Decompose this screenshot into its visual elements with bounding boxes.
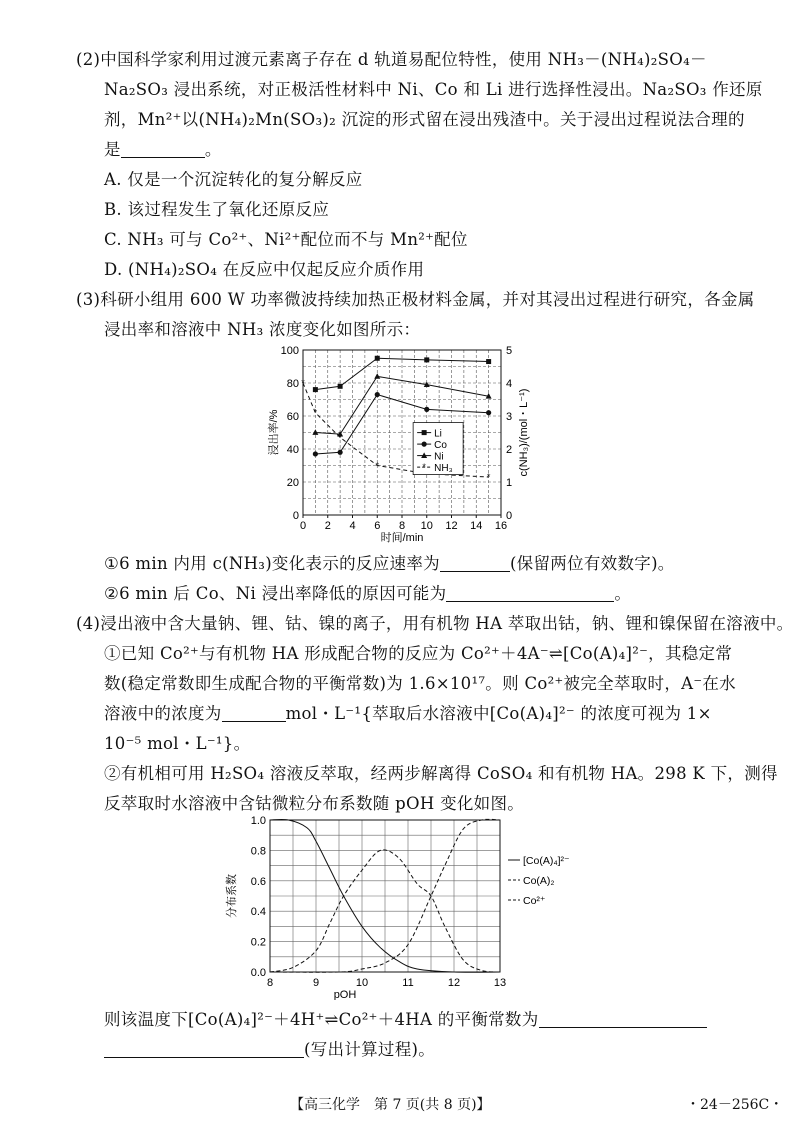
y-tick-label: 60	[286, 411, 299, 423]
data-point-Li	[424, 357, 429, 362]
distribution-coefficient-chart	[215, 810, 610, 1000]
answer-blank-q3-1[interactable]	[440, 553, 510, 572]
legend-label: Ni	[434, 451, 444, 463]
legend-marker: *	[422, 462, 426, 473]
x-tick-label: 8	[398, 520, 406, 532]
page-footer: 【高三化学 第 7 页(共 8 页)】	[290, 1097, 491, 1113]
y-tick-label: 0.4	[250, 906, 266, 919]
data-point-Li	[338, 384, 343, 389]
q4-line9	[104, 1038, 435, 1062]
legend-marker	[422, 430, 427, 435]
y-tick-label: 20	[286, 477, 299, 489]
x-tick-label: 12	[445, 520, 458, 532]
option-a: A. 仅是一个沉淀转化的复分解反应	[104, 170, 363, 189]
y-axis-label: 浸出率/%	[268, 409, 280, 456]
q4-line1: (4)浸出液中含大量钠、锂、钴、镍的离子，用有机物 HA 萃取出钴，钠、锂和镍保留在溶液中。	[76, 614, 794, 633]
data-point-NH₃: *	[338, 432, 342, 443]
data-point-Co	[313, 451, 318, 456]
data-point-Co	[486, 410, 491, 415]
leaching-rate-chart	[265, 338, 535, 548]
data-point-NH₃: *	[375, 460, 380, 471]
q4-line6: ②有机相可用 H₂SO₄ 溶液反萃取，经两步解离得 CoSO₄ 和有机物 HA。298 K 下，测得	[104, 764, 778, 783]
x-tick-label: 16	[494, 520, 508, 532]
x-tick-label: 4	[349, 520, 356, 532]
answer-blank-q3-2[interactable]	[446, 583, 614, 602]
x-tick-label: 13	[493, 977, 507, 989]
option-c: C. NH₃ 可与 Co²⁺、Ni²⁺配位而不与 Mn²⁺配位	[104, 230, 468, 249]
q4-line4	[104, 702, 712, 726]
x-tick-label: 2	[324, 520, 331, 532]
legend-label: Li	[434, 428, 442, 440]
q4-line3: 数(稳定常数即生成配合物的平衡常数)为 1.6×10¹⁷。则 Co²⁺被完全萃取时，A⁻在水	[104, 674, 736, 693]
legend-label: [Co(A)₄]²⁻	[523, 855, 570, 867]
legend-marker	[422, 442, 427, 447]
y-tick-label: 100	[280, 345, 299, 357]
y-tick-label: 1.0	[250, 815, 266, 827]
exam-code: ・24－256C・	[686, 1097, 784, 1113]
q3-sub1	[104, 552, 675, 576]
q4-line7: 反萃取时水溶液中含钴微粒分布系数随 pOH 变化如图。	[104, 794, 525, 813]
q4-line5: 10⁻⁵ mol・L⁻¹}。	[104, 734, 251, 753]
data-point-Ni	[374, 373, 380, 379]
option-d: D. (NH₄)₂SO₄ 在反应中仅起反应介质作用	[104, 260, 425, 279]
q2-line4-text: 是	[104, 140, 121, 159]
y-axis-label: 分布系数	[226, 874, 238, 918]
y2-tick-label: 1	[506, 477, 513, 489]
q2-line3: 剂，Mn²⁺以(NH₄)₂Mn(SO₃)₂ 沉淀的形式留在浸出残渣中。关于浸出过程说法合理的	[104, 110, 745, 129]
q4-line8	[104, 1008, 707, 1032]
data-point-Li	[313, 387, 318, 392]
x-tick-label: 10	[355, 977, 369, 989]
y-tick-label: 0	[292, 510, 299, 522]
legend-label: Co(A)₂	[523, 875, 555, 887]
y2-tick-label: 3	[506, 411, 513, 423]
y-tick-label: 40	[286, 444, 299, 456]
y2-tick-label: 2	[506, 444, 513, 456]
legend-label: Co	[434, 440, 447, 452]
x-tick-label: 11	[402, 977, 414, 989]
y-tick-label: 80	[286, 378, 299, 390]
y-tick-label: 0.6	[250, 875, 266, 888]
q4-line2: ①已知 Co²⁺与有机物 HA 形成配合物的反应为 Co²⁺＋4A⁻⇌[Co(A)₄]²⁻，其稳定常	[104, 644, 733, 663]
q4-line4-text: 溶液中的浓度为	[104, 704, 222, 723]
q3-line1: (3)科研小组用 600 W 功率微波持续加热正极材料金属，并对其浸出过程进行研究，各金属	[76, 290, 755, 309]
y2-tick-label: 4	[506, 378, 513, 390]
x-tick-label: 0	[299, 520, 307, 532]
x-axis-label: pOH	[333, 989, 357, 1000]
answer-blank-q4-1[interactable]	[222, 703, 286, 722]
data-point-Co	[375, 392, 380, 397]
q3-sub2-end: 。	[614, 584, 632, 603]
y-tick-label: 0.0	[250, 967, 266, 979]
q4-line8-text: 则该温度下[Co(A)₄]²⁻＋4H⁺⇌Co²⁺＋4HA 的平衡常数为	[104, 1010, 539, 1029]
y2-tick-label: 0	[506, 510, 513, 522]
x-tick-label: 6	[374, 520, 381, 532]
option-b: B. 该过程发生了氧化还原反应	[104, 200, 330, 219]
data-point-NH₃: *	[301, 378, 305, 388]
x-tick-label: 14	[470, 520, 483, 532]
q3-sub1-end: (保留两位有效数字)。	[509, 554, 675, 573]
legend-label: Co²⁺	[523, 895, 546, 907]
data-point-NH₃: *	[313, 407, 318, 418]
q3-sub2-text: ②6 min 后 Co、Ni 浸出率降低的原因可能为	[104, 584, 447, 603]
answer-blank-q2[interactable]	[121, 139, 205, 158]
q4-line9-end: (写出计算过程)。	[304, 1040, 436, 1059]
x-tick-label: 10	[420, 520, 433, 532]
y2-tick-label: 5	[506, 345, 513, 357]
data-point-Li	[375, 356, 380, 361]
x-tick-label: 8	[266, 977, 274, 989]
y-tick-label: 0.8	[250, 845, 266, 858]
data-point-Li	[486, 359, 491, 364]
q2-line4	[104, 138, 222, 162]
q3-sub2	[104, 582, 631, 606]
x-tick-label: 9	[312, 977, 320, 989]
q3-line2: 浸出率和溶液中 NH₃ 浓度变化如图所示：	[104, 320, 421, 339]
q2-line4-end: 。	[204, 140, 222, 159]
q4-line4-rest: mol・L⁻¹{萃取后水溶液中[Co(A)₄]²⁻ 的浓度可视为 1×	[285, 704, 712, 723]
data-point-Co	[424, 407, 429, 412]
x-axis-label: 时间/min	[380, 532, 424, 544]
data-point-NH₃: *	[486, 472, 491, 483]
q3-sub1-text: ①6 min 内用 c(NH₃)变化表示的反应速率为	[104, 554, 440, 573]
data-point-Ni	[312, 429, 318, 435]
q2-line1: (2)中国科学家利用过渡元素离子存在 d 轨道易配位特性，使用 NH₃－(NH₄)₂SO₄－	[76, 50, 707, 69]
y2-axis-label: c(NH₃)/(mol・L⁻¹)	[518, 388, 530, 477]
legend-label: NH₃	[434, 463, 453, 475]
q2-line2: Na₂SO₃ 浸出系统，对正极活性材料中 Ni、Co 和 Li 进行选择性浸出。Na₂SO₃ 作还原	[104, 80, 763, 99]
answer-blank-q4-2a[interactable]	[539, 1009, 707, 1028]
data-point-Co	[338, 450, 343, 455]
answer-blank-q4-2b[interactable]	[104, 1039, 304, 1058]
x-tick-label: 12	[447, 977, 461, 989]
y-tick-label: 0.2	[250, 936, 266, 949]
